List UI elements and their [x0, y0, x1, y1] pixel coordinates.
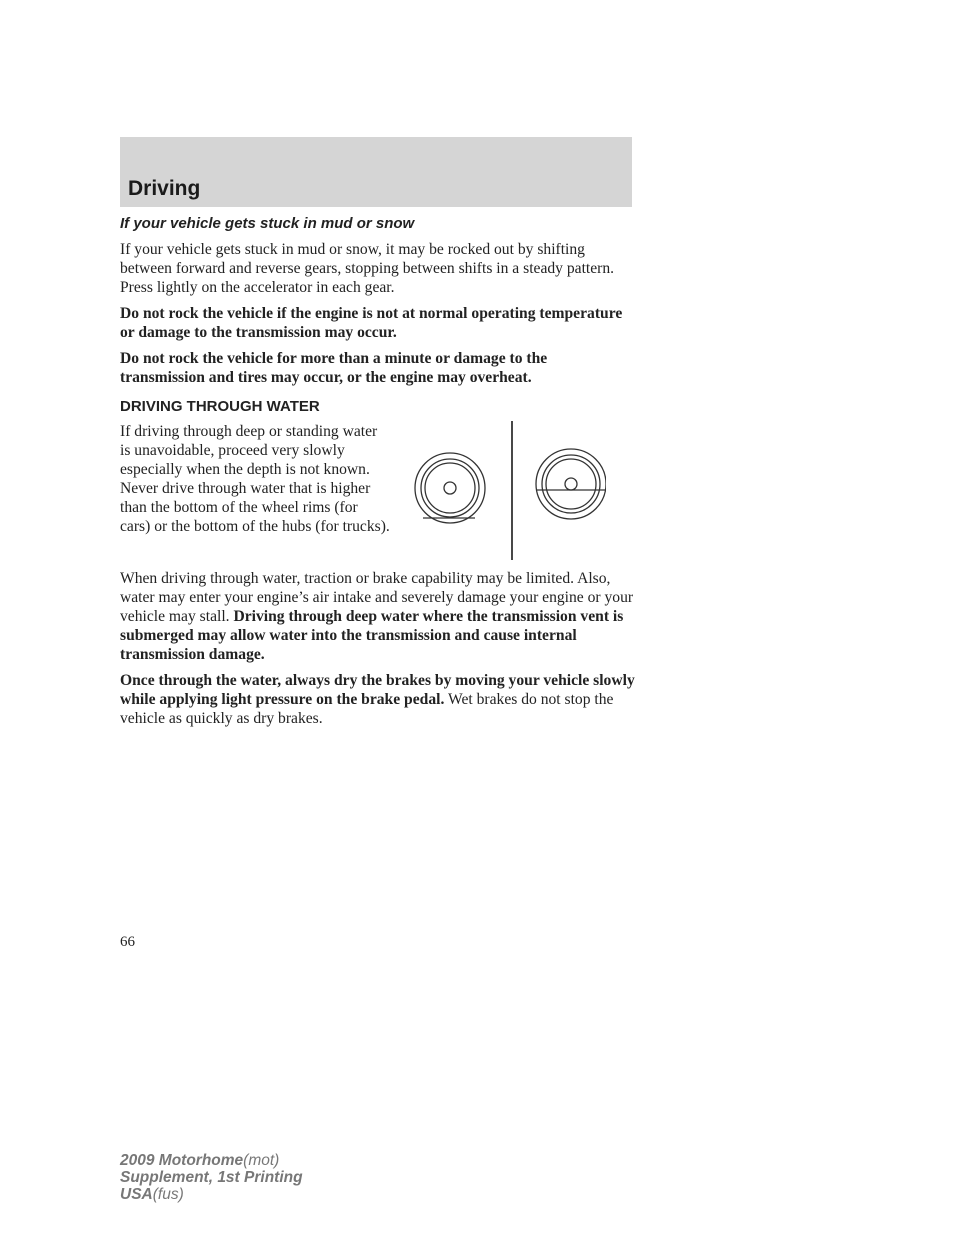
stuck-warning-temperature: Do not rock the vehicle if the engine is not at normal operating temperature or damage to the transmission may occur.	[120, 305, 623, 341]
wheel-water-level-illustration	[406, 418, 606, 563]
water-brake-warning: Once through the water, always dry the brakes by moving your vehicle slowly while applying light pressure on the brake pedal.	[120, 672, 635, 708]
stuck-paragraph: If your vehicle gets stuck in mud or snow, it may be rocked out by shifting between forward and reverse gears, stopping between shifts in a steady pattern. Press lightly on the accelerator in each gear.	[120, 241, 615, 296]
water-heading: DRIVING THROUGH WATER	[120, 398, 320, 415]
page-number: 66	[120, 934, 135, 950]
water-traction-text: When driving through water, traction or brake capability may be limited. Also, water may enter your engine’s air intake and severely damage your engine or your vehicle may stall.	[120, 570, 634, 625]
stuck-warning-duration: Do not rock the vehicle for more than a minute or damage to the transmission and tires may occur, or the engine may overheat.	[120, 350, 548, 386]
truck-wheel-inner-ring	[546, 459, 596, 509]
footer-market: USA	[120, 1186, 153, 1203]
section-title: Driving	[128, 177, 201, 200]
footer-model: 2009 Motorhome	[120, 1152, 244, 1169]
footer-printing: Supplement, 1st Printing	[120, 1169, 303, 1186]
car-wheel-inner-ring	[425, 463, 475, 513]
footer-market-code: (fus)	[152, 1186, 184, 1203]
water-paragraph-brakes	[120, 671, 635, 728]
truck-wheel-rim-ring	[542, 455, 600, 513]
car-wheel-rim-ring	[421, 459, 479, 517]
water-brake-text: Wet brakes do not stop the vehicle as quickly as dry brakes.	[120, 691, 614, 727]
water-intro-paragraph: If driving through deep or standing water is unavoidable, proceed very slowly especially when the depth is not known. Never drive through water that is higher than the bottom of the wheel rims (for cars) or the bottom of the hubs (for trucks).	[120, 423, 390, 535]
page-content	[120, 214, 635, 735]
footer-line-1	[120, 1152, 303, 1169]
water-intro-block	[120, 422, 635, 565]
footer-line-3	[120, 1186, 303, 1203]
water-paragraph-traction	[120, 569, 635, 664]
stuck-heading: If your vehicle gets stuck in mud or snow	[120, 215, 415, 232]
print-footer	[120, 1152, 303, 1203]
section-header	[120, 137, 632, 207]
footer-model-code: (mot)	[243, 1152, 280, 1169]
truck-wheel-hub	[565, 478, 577, 490]
car-wheel-hub	[444, 482, 456, 494]
water-transmission-warning: Driving through deep water where the transmission vent is submerged may allow water into the transmission and cause internal transmission damage.	[120, 608, 624, 663]
